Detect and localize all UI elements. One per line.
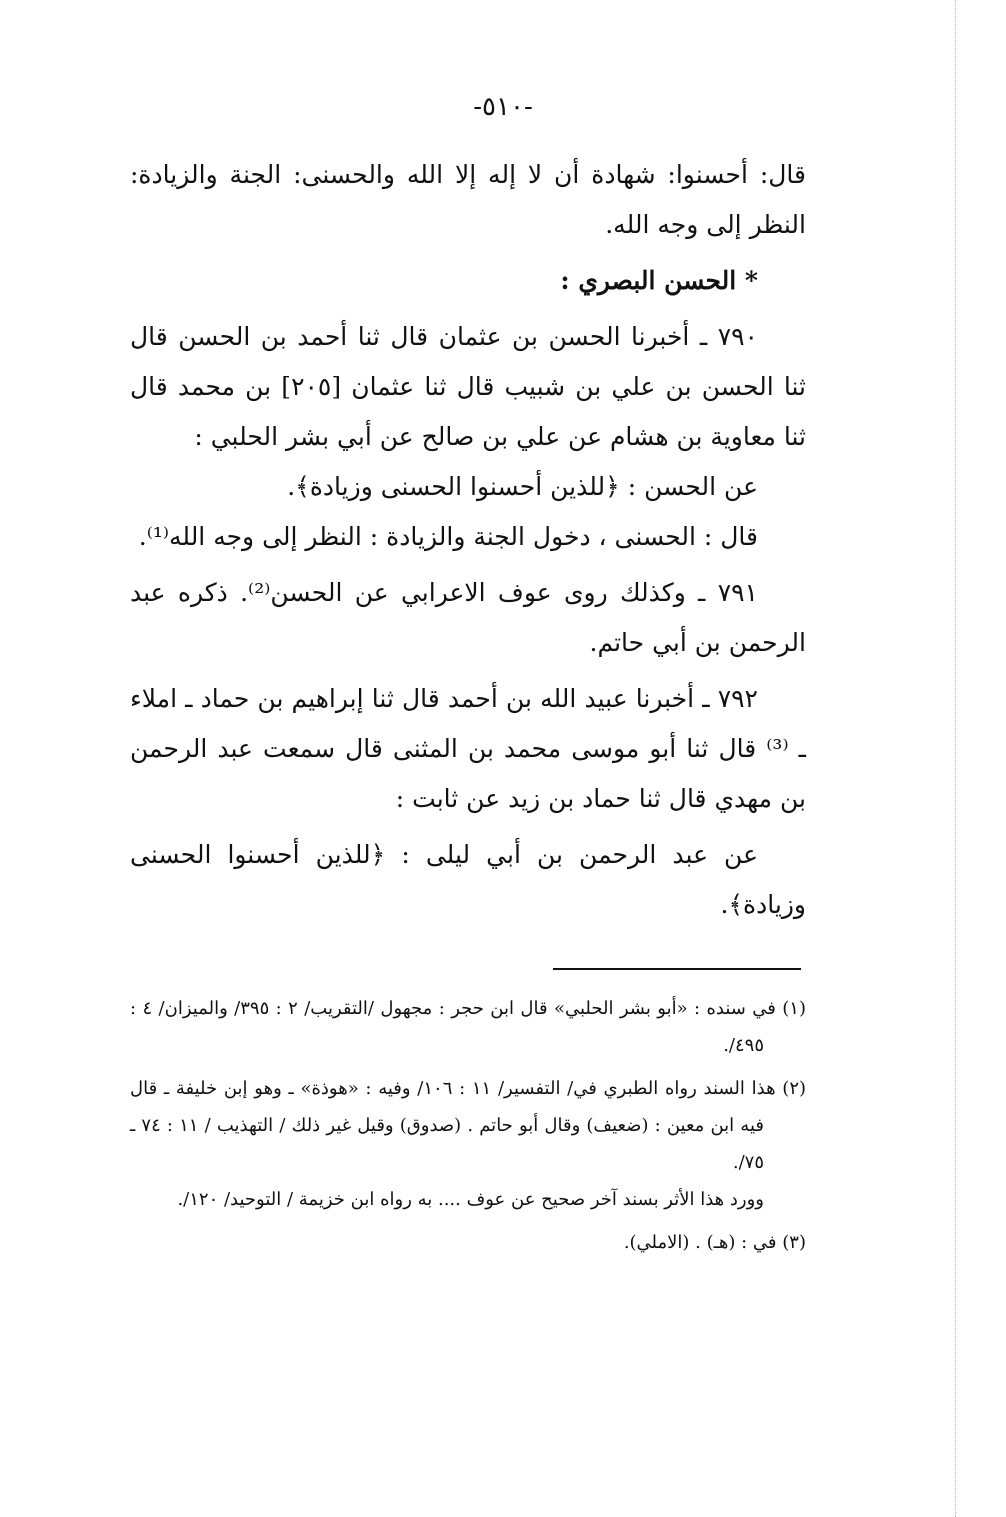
main-text [130, 150, 806, 930]
paragraph: قال: أحسنوا: شهادة أن لا إله إلا الله والحسنى: الجنة والزيادة: النظر إلى وجه الله. [130, 160, 806, 239]
section-heading: ‏* الحسن البصري : [560, 266, 758, 295]
paragraph: عن الحسن : ﴿للذين أحسنوا الحسنى وزيادة﴾. [287, 472, 758, 501]
paragraph: قال : الحسنى ، دخول الجنة والزيادة : النظر إلى وجه الله⁽¹⁾. [138, 522, 758, 551]
paragraph: ٧٩٢ ـ أخبرنا عبيد الله بن أحمد قال ثنا إبراهيم بن حماد ـ املاء ـ ⁽³⁾ قال ثنا أبو موسى محمد بن المثنى قال سمعت عبد الرحمن بن مهدي قال ثنا حماد بن زيد عن ثابت : [130, 684, 806, 813]
paragraph: ٧٩١ ـ وكذلك روى عوف الاعرابي عن الحسن⁽²⁾. ذكره عبد الرحمن بن أبي حاتم. [130, 578, 806, 657]
footnote-continuation: وورد هذا الأثر بسند آخر صحيح عن عوف .... به رواه ابن خزيمة / التوحيد/ ١٢٠/. [177, 1189, 764, 1210]
paragraph: ٧٩٠ ـ أخبرنا الحسن بن عثمان قال ثنا أحمد بن الحسن قال ثنا الحسن بن علي بن شبيب قال ثنا عثمان [٢٠٥] بن محمد قال ثنا معاوية بن هشام عن علي بن صالح عن أبي بشر الحلبي : [130, 322, 807, 451]
paragraph: عن عبد الرحمن بن أبي ليلى : ﴿للذين أحسنوا الحسنى وزيادة﴾. [130, 840, 806, 919]
footnotes [130, 990, 806, 1261]
footnote-separator [553, 968, 801, 970]
page-number: -٥١٠- [473, 92, 533, 122]
footnote: (٣) في : (هـ) . (الاملي). [623, 1232, 806, 1253]
footnote: (٢) هذا السند رواه الطبري في/ التفسير/ ١١ : ١٠٦/ وفيه : «هوذة» ـ وهو إبن خليفة ـ قال فيه ابن معين : (ضعيف) وقال أبو حاتم . (صدوق) وقيل غير ذلك / التهذيب / ١١ : ٧٤ ـ ٧٥/. [130, 1078, 807, 1173]
footnote: (١) في سنده : «أبو بشر الحلبي» قال ابن حجر : مجهول /التقريب/ ٢ : ٣٩٥/ والميزان/ ٤ : ٤٩٥/. [130, 998, 806, 1056]
page-edge-line [955, 0, 956, 1517]
